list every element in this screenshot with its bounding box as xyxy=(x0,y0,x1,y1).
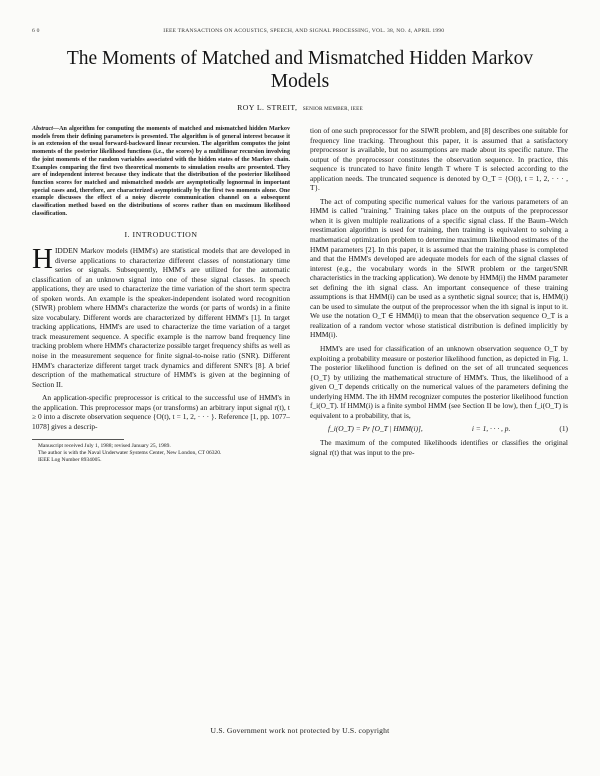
right-paragraph-2: The act of computing specific numerical values for the various parameters of an HMM is called "training." Training takes place on the outputs of the preprocessor when it is given multiple realizations of a specific signal class. If the Baum–Welch reestimation algorithm is used for training, then training is equivalent to solving a mathematical optimization problem to determine maximum likelihood estimates of the HMM parameters [2]. In this paper, it is assumed that the training phase is completed and that the HMM's developed are adequate models for each of the signal classes of interest (e.g., the vocabulary words in the SIWR problem or the target/SNR characteristics in the tracking application). We denote by HMM(i) the HMM parameter set defining the ith signal class. An important consequence of these training assumptions is that HMM(i) can be used as a synthetic signal source; that is, HMM(i) can be used to simulate the output of the preprocessor when the ith signal is input to it. We use the notation O_T ∈ HMM(i) to mean that the observation sequence O_T is a realization of a random vector whose statistical distribution is defined implicitly by HMM(i). xyxy=(310,196,568,340)
left-column xyxy=(32,126,290,666)
page-number: 6 0 xyxy=(32,28,40,34)
footnote-log: IEEE Log Number 8934005. xyxy=(38,457,102,464)
paper-title: The Moments of Matched and Mismatched Hidden Markov Models xyxy=(66,48,534,92)
section-heading-introduction: I. INTRODUCTION xyxy=(124,230,198,240)
running-head xyxy=(32,28,568,38)
right-paragraph-1: tion of one such preprocessor for the SIWR problem, and [8] describes one suitable for frequency line tracking. Throughout this paper, it is assumed that a satisfactory preprocessor is available, but no assumptions are made about its specific nature. The output of the preprocessor constitutes the observation sequence. In practice, this sequence is truncated to have finite length T where T is selected according to the application needs. The truncated sequence is denoted by O_T = {O(t), t = 1, 2, · · · , T}. xyxy=(310,126,568,193)
equation-1-lhs: f_i(O_T) = Pr [O_T | HMM(i)], xyxy=(328,424,423,434)
intro-paragraph-1 xyxy=(32,242,290,389)
body-columns xyxy=(32,126,568,666)
intro-paragraph-2: An application-specific preprocessor is critical to the successful use of HMM's in the application. This preprocessor maps (or transforms) an arbitrary input signal r(t), t ≥ 0 into a discrete observation sequence {O(t), t = 1, 2, · · · }. Reference [1, pp. 1077–1078] gives a descrip- xyxy=(32,393,290,431)
footnote-rule xyxy=(32,439,124,440)
right-paragraph-3: HMM's are used for classification of an unknown observation sequence O_T by exploiting a probability measure or posterior likelihood function, as depicted in Fig. 1. The posterior likelihood function is defined on the set of all truncated sequences {O_T} by utilizing the mathematical structure of HMM's. Thus, the likelihood of a given O_T depends critically on the numerical values of the parameters defining the underlying HMM. The ith HMM recognizer computes the posterior likelihood function f_i(O_T). If HMM(i) is a finite symbol HMM (see Section II be low), then f_i(O_T) is equivalent to a probability, that is, xyxy=(310,344,568,420)
right-paragraph-4: The maximum of the computed likelihoods identifies or classifies the original signal r(t) that was input to the pre- xyxy=(310,437,568,457)
intro-paragraph-1-text: IDDEN Markov models (HMM's) are statistical models that are developed in diverse applications to characterize different classes of nonstationary time series or signals. Subsequently, HMM's are utilized for the automatic classification of an unknown signal into one of these signal classes. In speech applications, they are used to characterize the time variation of the short term spectra of spoken words. An example is the speaker-independent isolated word recognition (SIWR) problem where HMM's characterize the words (or parts of words) in a finite size vocabulary. Different words are characterized by different HMM's [1]. In target tracking applications, HMM's are used to characterize the time variation of a target track measurement sequence. A specific example is the narrow band frequency line tracking problem where HMM's characterize possible target frequency shifts as well as noise in the measurement sequence for finite signal-to-noise ratio (SNR). Different HMM's characterize different target track dynamics and different SNR's [8]. A brief description of the mathematical structure of HMM's is given at the beginning of Section II. xyxy=(32,245,290,389)
drop-cap: H xyxy=(32,242,53,275)
abstract-text: An algorithm for computing the moments of matched and mismatched hidden Markov models from their defining parameters is presented. The algorithm is of general interest because it is an extension of the usual forward-backward linear recursion. The algorithm computes the joint moments of the posterior likelihood functions (i.e., the scores) by a multilinear recursion involving the joint moments of the random variables associated with the hidden states of the Markov chain. Examples comparing the first two theoretical moments to simulation results are presented. They are of independent interest because they indicate that the distribution of the posterior likelihood function scores for matched and mismatched models are asymptotically lognormal in important special cases and, therefore, are characterized asymptotically by the first two moments alone. One example discusses the effect of a noisy discrete communication channel on a subsequent classification method based on the distributions of scores rather than on maximum likelihood classification. xyxy=(32,126,290,217)
author-name: ROY L. STREIT, xyxy=(237,103,298,112)
footnote-affiliation: The author is with the Naval Underwater Systems Center, New London, CT 06320. xyxy=(38,450,222,457)
copyright-note: U.S. Government work not protected by U.S. copyright xyxy=(210,726,390,735)
abstract-lead: Abstract— xyxy=(32,126,60,132)
equation-1 xyxy=(310,424,568,434)
right-column xyxy=(310,126,568,666)
equation-1-number: (1) xyxy=(559,424,568,434)
footnote-block xyxy=(32,443,290,464)
footnote-received: Manuscript received July 1, 1988; revised January 25, 1989. xyxy=(38,443,171,450)
journal-header: IEEE TRANSACTIONS ON ACOUSTICS, SPEECH, AND SIGNAL PROCESSING, VOL. 38, NO. 4, APRIL 1990 xyxy=(163,28,445,34)
author-membership: SENIOR MEMBER, IEEE xyxy=(302,106,363,112)
abstract xyxy=(32,126,290,218)
equation-1-rhs: i = 1, · · · , p. xyxy=(471,424,511,434)
author-line xyxy=(32,103,568,112)
